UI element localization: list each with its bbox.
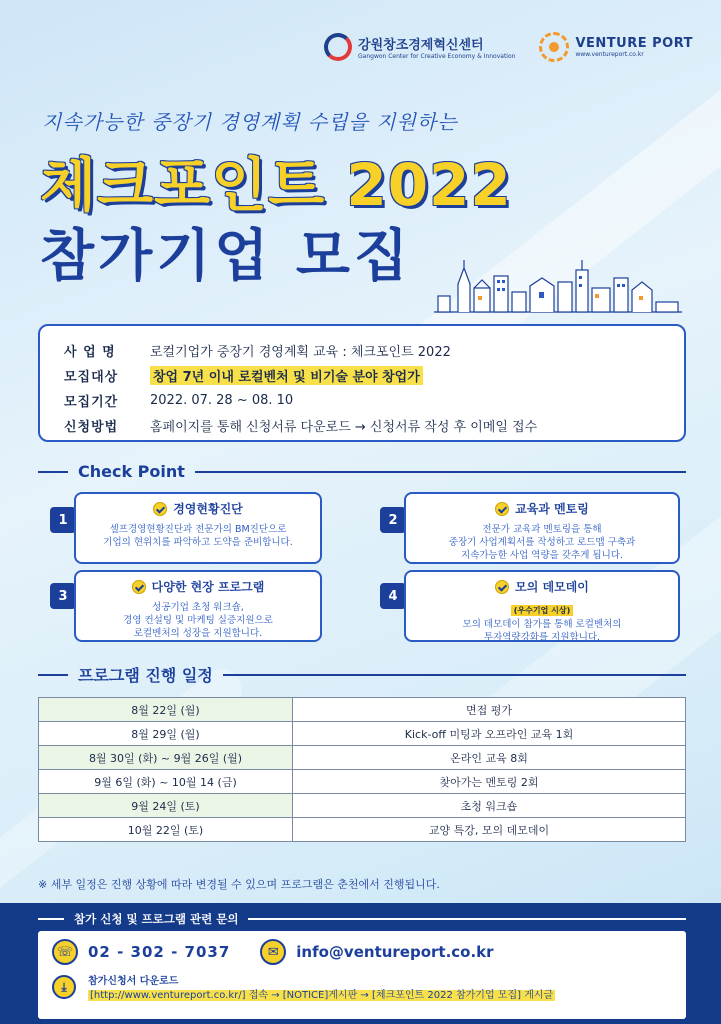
- card-desc: 모의 데모데이 참가를 통해 로컬벤처의 투자역량강화를 지원합니다.: [462, 618, 622, 643]
- schedule-event: 온라인 교육 8회: [293, 746, 686, 770]
- org1-name: 강원창조경제혁신센터: [358, 38, 484, 53]
- card-number: 4: [380, 583, 406, 609]
- card-number: 3: [50, 583, 76, 609]
- gccei-logo: [324, 33, 515, 61]
- schedule-date: 9월 6일 (화) ~ 10월 14 (금): [39, 770, 293, 794]
- check-icon: [495, 502, 509, 516]
- card-title: 교육과 멘토링: [495, 500, 589, 517]
- info-value: 2022. 07. 28 ~ 08. 10: [150, 393, 294, 408]
- info-value: 홈페이지를 통해 신청서류 다운로드 → 신청서류 작성 후 이메일 접수: [150, 420, 538, 435]
- checkpoint-card-4: [404, 570, 680, 642]
- checkpoint-heading: [38, 462, 686, 481]
- org2-name: VENTURE PORT: [575, 36, 693, 51]
- schedule-date: 9월 24일 (토): [39, 794, 293, 818]
- download-text: [88, 975, 555, 1003]
- info-label: 모집기간: [64, 395, 119, 410]
- main-title-2: 참가기업 모집: [40, 224, 413, 289]
- main-title: 체크포인트 2022: [40, 151, 512, 219]
- schedule-event: 면접 평가: [293, 698, 686, 722]
- schedule-event: 교양 특강, 모의 데모데이: [293, 818, 686, 842]
- schedule-date: 8월 22일 (월): [39, 698, 293, 722]
- check-icon: [495, 580, 509, 594]
- card-desc: 성공기업 초청 워크숍, 경영 컨설팅 및 마케팅 실증지원으로 로컬벤처의 성장을 지원합니다.: [123, 601, 273, 639]
- mail-icon: ✉: [260, 939, 286, 965]
- card-desc: 셀프경영현황진단과 전문가의 BM진단으로 기업의 현위치를 파악하고 도약을 준비합니다.: [103, 523, 293, 548]
- card-desc: 전문가 교육과 멘토링을 통해 중장기 사업계획서를 작성하고 로드맵 구축과 지속가능한 사업 역량을 갖추게 됩니다.: [448, 523, 636, 561]
- phone-icon: ☏: [52, 939, 78, 965]
- program-schedule-heading: [38, 663, 686, 686]
- card-title: 모의 데모데이: [495, 578, 589, 595]
- divider: [38, 471, 68, 473]
- check-icon: [132, 580, 146, 594]
- table-row: [39, 770, 686, 794]
- divider: [248, 918, 686, 920]
- schedule-note: ※ 세부 일정은 진행 상황에 따라 변경될 수 있으며 프로그램은 춘천에서 진행됩니다.: [38, 878, 440, 891]
- check-icon: [153, 502, 167, 516]
- gccei-logo-icon: [324, 33, 352, 61]
- info-row-method: [64, 413, 660, 438]
- download-title: 참가신청서 다운로드: [88, 976, 179, 987]
- phone-number[interactable]: 02 - 302 - 7037: [88, 943, 231, 961]
- card-number: 1: [50, 507, 76, 533]
- checkpoint-card-2: [404, 492, 680, 564]
- info-row-period: [64, 388, 660, 413]
- info-row-project: [64, 338, 660, 363]
- contact-footer: [0, 903, 721, 1024]
- divider: [38, 674, 68, 676]
- info-label: 사 업 명: [64, 345, 116, 360]
- info-label: 신청방법: [64, 420, 119, 435]
- schedule-event: Kick-off 미팅과 오프라인 교육 1회: [293, 722, 686, 746]
- card-number: 2: [380, 507, 406, 533]
- info-label: 모집대상: [64, 370, 119, 385]
- table-row: [39, 722, 686, 746]
- divider: [38, 918, 64, 920]
- award-tag: (우수기업 시상): [511, 605, 573, 616]
- subtitle: 지속가능한 중장기 경영계획 수립을 지원하는: [42, 110, 458, 134]
- recruitment-info-box: [38, 324, 686, 442]
- checkpoint-title: Check Point: [78, 462, 185, 481]
- schedule-date: 8월 29일 (월): [39, 722, 293, 746]
- table-row: [39, 746, 686, 770]
- header-logos: [324, 32, 693, 62]
- schedule-event: 초청 워크숍: [293, 794, 686, 818]
- contact-box: [38, 931, 686, 1019]
- info-row-target: [64, 363, 660, 388]
- divider: [223, 674, 686, 676]
- table-row: [39, 818, 686, 842]
- table-row: [39, 698, 686, 722]
- checkpoint-card-3: [74, 570, 322, 642]
- contact-row: [52, 939, 494, 965]
- download-row: [52, 975, 555, 1003]
- schedule-date: 8월 30일 (화) ~ 9월 26일 (월): [39, 746, 293, 770]
- footer-title: 참가 신청 및 프로그램 관련 문의: [74, 912, 239, 926]
- checkpoint-card-1: [74, 492, 322, 564]
- info-value-highlighted: 창업 7년 이내 로컬벤처 및 비기술 분야 창업가: [150, 366, 423, 385]
- schedule-date: 10월 22일 (토): [39, 818, 293, 842]
- card-title: 경영현황진단: [153, 500, 243, 517]
- table-row: [39, 794, 686, 818]
- schedule-event: 찾아가는 멘토링 2회: [293, 770, 686, 794]
- schedule-table: [38, 697, 686, 842]
- card-title: 다양한 현장 프로그램: [132, 578, 265, 595]
- org1-sub: Gangwon Center for Creative Economy & Innovation: [358, 53, 516, 60]
- divider: [195, 471, 686, 473]
- org2-sub: www.ventureport.co.kr: [575, 51, 644, 58]
- download-icon: ⤓: [52, 975, 76, 999]
- download-path-link[interactable]: [http://www.ventureport.co.kr/] 접속 → [NOTICE]게시판 → [체크포인트 2022 참가기업 모집] 게시글: [90, 990, 554, 1001]
- footer-heading: [38, 911, 686, 927]
- sun-icon: [539, 32, 569, 62]
- program-title: 프로그램 진행 일정: [78, 666, 213, 685]
- info-value: 로컬기업가 중장기 경영계획 교육 : 체크포인트 2022: [150, 345, 451, 360]
- city-skyline-illustration: [434, 258, 682, 314]
- email-address[interactable]: info@ventureport.co.kr: [296, 943, 494, 961]
- ventureport-logo: [539, 32, 693, 62]
